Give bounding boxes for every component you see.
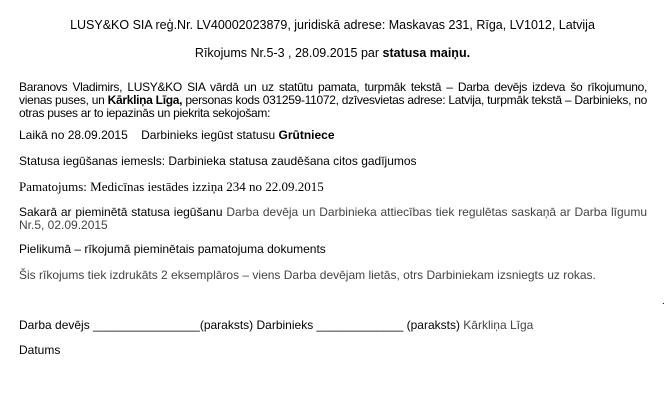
intro-paragraph [19,81,647,120]
signature-line [19,318,647,332]
employee-name: Kārkliņa Līga, [107,93,183,107]
signature-employee-name: Kārkliņa Līga [463,318,534,332]
signature-text: Darba devējs ________________(paraksts) Darbinieks _____________ (paraksts) [19,318,464,332]
date-label: Datums [19,343,61,357]
order-title [0,46,665,60]
intro-text-1: Baranovs Vladimirs, LUSY&KO SIA vārdā un uz statūtu pamata, turpmāk tekstā – Darba devējs izdeva šo rīkojumuno, vienas puses, un [19,80,647,107]
basis-line: Pamatojums: Medicīnas iestādes izziņa 234 no 22.09.2015 [19,179,324,194]
regulation-text-1: Sakarā ar pieminētā statusa iegūšanu [19,205,227,219]
status-line-text: Laikā no 28.09.2015 Darbinieks iegūst statusu [19,128,279,142]
attachment-line: Pielikumā – rīkojumā pieminētais pamatojuma dokuments [19,242,326,256]
intro-text-2: personas kods 031259-11072, dzīvesvietas adrese: Latvija, turpmāk tekstā – Darbinieks, no otras puses ar to iepazinās un piekrita sekojošam: [19,93,647,120]
company-header: LUSY&KO SIA reģ.Nr. LV40002023879, juridiskā adrese: Maskavas 231, Rīga, LV1012, Latvija [70,18,595,32]
order-title-text: Rīkojums Nr.5-3 , 28.09.2015 par [194,46,383,60]
reason-line: Statusa iegūšanas iemesls: Darbinieka statusa zaudēšana citos gadījumos [19,154,417,168]
copies-line: Šis rīkojums tiek izdrukāts 2 eksemplāros – viens Darba devējam lietās, otrs Darbiniekam izsniegts uz rokas. [19,268,596,282]
status-line [19,128,647,142]
status-value: Grūtniece [278,128,335,142]
order-title-subject: statusa maiņu. [382,46,471,60]
stray-mark: . [662,296,665,307]
regulation-text-2: Darba devēja un Darbinieka attiecības tiek regulētas saskaņā ar Darba līgumu Nr.5, 02.09.2015 [19,205,647,232]
regulation-paragraph [19,206,647,232]
